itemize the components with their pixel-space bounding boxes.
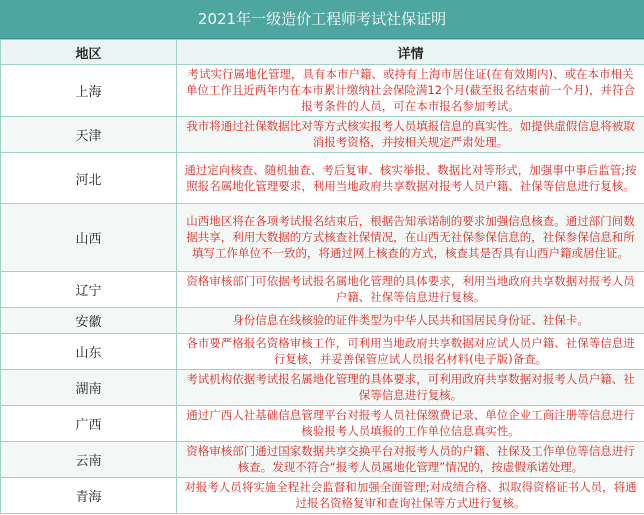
detail-cell: 资格审核部门可依据考试报名属地化管理的具体要求，利用当地政府共享数据对报考人员户籍、社保等信息进行复核。	[177, 272, 644, 308]
table-row	[1, 478, 644, 514]
region-cell: 天津	[1, 117, 177, 153]
detail-cell: 通过定向核查、随机抽查、考后复审、核实举报、数据比对等形式，加强事中事后监管;按照报名属地化管理要求，利用当地政府共享数据对报考人员户籍、社保等信息进行复核。	[177, 153, 644, 204]
table-row	[1, 308, 644, 334]
table-row	[1, 117, 644, 153]
region-cell: 山西	[1, 204, 177, 272]
region-cell: 安徽	[1, 308, 177, 334]
table-row	[1, 370, 644, 406]
page-title: 2021年一级造价工程师考试社保证明	[0, 0, 644, 39]
region-cell: 上海	[1, 65, 177, 117]
detail-cell: 资格审核部门通过国家数据共享交换平台对报考人员的户籍、社保及工作单位等信息进行核查。发现不符合“报考人员属地化管理”情况的，按虚假承诺处理。	[177, 442, 644, 478]
detail-cell: 身份信息在线核验的证件类型为中华人民共和国居民身份证、社保卡。	[177, 308, 644, 334]
table-row	[1, 442, 644, 478]
region-cell: 广西	[1, 406, 177, 442]
header-detail: 详情	[177, 40, 644, 65]
detail-cell: 我市将通过社保数据比对等方式核实报考人员填报信息的真实性。如提供虚假信息将被取消报考资格，并按相关规定严肃处理。	[177, 117, 644, 153]
region-cell: 青海	[1, 478, 177, 514]
table-row	[1, 204, 644, 272]
table-row	[1, 406, 644, 442]
table-row	[1, 272, 644, 308]
table-header-row	[1, 40, 644, 65]
region-cell: 山东	[1, 334, 177, 370]
table-row	[1, 65, 644, 117]
table-row	[1, 153, 644, 204]
region-cell: 云南	[1, 442, 177, 478]
table-row	[1, 334, 644, 370]
detail-cell: 各市要严格报名资格审核工作，可利用当地政府共享数据对应试人员户籍、社保等信息进行复核，并妥善保管应试人员报名材料(电子版)备查。	[177, 334, 644, 370]
detail-cell: 考试机构依据考试报名属地化管理的具体要求，可利用政府共享数据对报考人员户籍、社保等信息进行复核。	[177, 370, 644, 406]
region-cell: 辽宁	[1, 272, 177, 308]
social-security-table	[0, 39, 644, 514]
region-cell: 河北	[1, 153, 177, 204]
detail-cell: 对报考人员将实施全程社会监督和加强全面管理;对成绩合格、拟取得资格证书人员，将通过报名资格复审和查询社保等方式进行复核。	[177, 478, 644, 514]
detail-cell: 考试实行属地化管理，具有本市户籍、或持有上海市居住证(在有效期内)、或在本市相关单位工作且近两年内在本市累计缴纳社会保险满12个月(截至报名结束前一个月)，并符合报考条件的人员，可在本市报名参加考试。	[177, 65, 644, 117]
detail-cell: 通过广西人社基础信息管理平台对报考人员社保缴费记录、单位企业工商注册等信息进行核验报考人员填报的工作单位信息真实性。	[177, 406, 644, 442]
region-cell: 湖南	[1, 370, 177, 406]
detail-cell: 山西地区将在各项考试报名结束后，根据告知承诺制的要求加强信息核查。通过部门间数据共享，利用大数据的方式核查社保情况，在山西无社保参保信息的，社保参保信息和所填写工作单位不一致的，将通过网上核查的方式，核查其是否具有山西户籍或居住证。	[177, 204, 644, 272]
header-region: 地区	[1, 40, 177, 65]
